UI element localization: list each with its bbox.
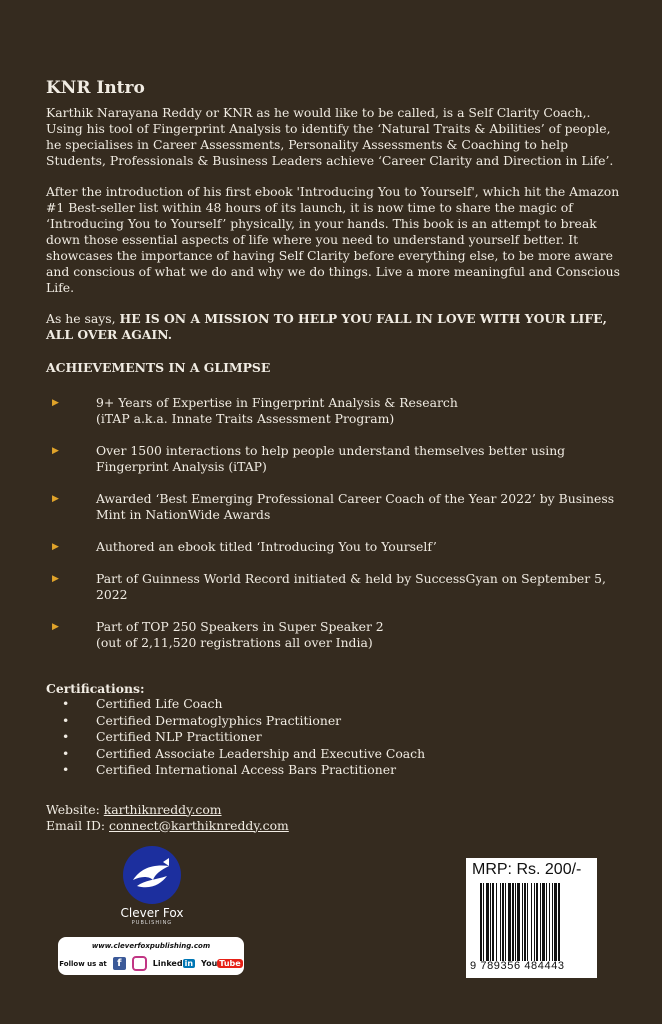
back-cover-text bbox=[46, 78, 624, 834]
certification-label: Certified International Access Bars Practitioner bbox=[96, 762, 396, 777]
certification-item bbox=[46, 729, 624, 746]
triangle-bullet-icon: ▶ bbox=[52, 446, 59, 456]
email-link[interactable]: connect@karthiknreddy.com bbox=[109, 817, 289, 833]
dot-bullet-icon: • bbox=[62, 712, 70, 728]
achievement-item bbox=[46, 491, 624, 523]
dot-bullet-icon: • bbox=[62, 729, 70, 744]
certification-item bbox=[46, 696, 624, 713]
linkedin-word: Linked bbox=[152, 959, 183, 968]
mrp-label: MRP: Rs. 200/- bbox=[472, 861, 582, 878]
fox-logo-graphic bbox=[123, 846, 181, 904]
intro-title: KNR Intro bbox=[46, 78, 145, 98]
certifications-heading: Certifications: bbox=[46, 681, 145, 696]
achievement-item bbox=[46, 395, 624, 427]
achievement-line-1: Part of Guinness World Record initiated & held by SuccessGyan on September 5, 2022 bbox=[96, 571, 606, 602]
facebook-icon[interactable]: f bbox=[113, 957, 126, 970]
dot-bullet-icon: • bbox=[62, 762, 70, 777]
instagram-icon[interactable] bbox=[132, 956, 147, 971]
email-label: Email ID: bbox=[46, 817, 109, 833]
achievements-list bbox=[46, 395, 624, 651]
certification-label: Certified Associate Leadership and Executive Coach bbox=[96, 745, 426, 761]
mission-statement bbox=[46, 311, 624, 343]
linkedin-box: in bbox=[184, 959, 194, 968]
fox-logo-icon bbox=[123, 846, 181, 904]
triangle-bullet-icon: ▶ bbox=[52, 494, 59, 504]
achievement-line-2: (out of 2,11,520 registrations all over India) bbox=[96, 635, 373, 650]
certification-item bbox=[46, 762, 624, 779]
website-link[interactable]: karthiknreddy.com bbox=[103, 801, 222, 817]
achievement-line-1: Authored an ebook titled ‘Introducing You to Yourself’ bbox=[96, 539, 437, 554]
publisher-name: Clever Fox bbox=[120, 906, 184, 920]
barcode-icon bbox=[480, 883, 584, 961]
triangle-bullet-icon: ▶ bbox=[52, 622, 59, 632]
mission-prefix: As he says, bbox=[46, 311, 120, 326]
achievements-heading: ACHIEVEMENTS IN A GLIMPSE bbox=[46, 360, 271, 375]
price-barcode-box bbox=[466, 858, 597, 978]
achievement-line-1: 9+ Years of Expertise in Fingerprint Analysis & Research bbox=[96, 395, 458, 410]
publisher-tagline: PUBLISHING bbox=[131, 920, 173, 926]
website-label: Website: bbox=[46, 801, 104, 817]
achievement-line-1: Part of TOP 250 Speakers in Super Speaker 2 bbox=[96, 619, 384, 634]
intro-paragraph-2: After the introduction of his first ebook 'Introducing You to Yourself', which hit the Amazon #1 Best-seller list within 48 hours of its launch, it is now time to share the magic of ‘Introducing You to Yourself’ physically, in your hands. This book is an attempt to break down those essential aspects of life where you need to understand yourself better. It showcases the importance of having Self Clarity before everything else, to be more aware and conscious of what we do and why we do things. Live a more meaningful and Conscious Life. bbox=[46, 184, 620, 295]
achievement-line-1: Awarded ‘Best Emerging Professional Career Coach of the Year 2022’ by Business bbox=[96, 491, 615, 506]
achievement-line-1: Over 1500 interactions to help people understand themselves better using bbox=[96, 443, 566, 458]
triangle-bullet-icon: ▶ bbox=[52, 542, 59, 552]
intro-paragraph-1: Karthik Narayana Reddy or KNR as he would like to be called, is a Self Clarity Coach,. Using his tool of Fingerprint Analysis to identify the ‘Natural Traits & Abilities’ of people, he specialises in Career Assessments, Personality Assessments & Coaching to help Students, Professionals & Business Leaders achieve ‘Career Clarity and Direction in Life’. bbox=[46, 105, 614, 168]
social-banner bbox=[58, 937, 244, 975]
dot-bullet-icon: • bbox=[62, 745, 70, 761]
triangle-bullet-icon: ▶ bbox=[52, 574, 59, 584]
contact-info bbox=[46, 802, 624, 834]
triangle-bullet-icon: ▶ bbox=[52, 398, 59, 408]
website-line bbox=[46, 802, 624, 818]
youtube-box: Tube bbox=[219, 959, 241, 968]
achievement-item bbox=[46, 571, 624, 603]
publisher-url[interactable]: www.cleverfoxpublishing.com bbox=[91, 942, 211, 950]
barcode-digits: 9 789356 484443 bbox=[470, 960, 565, 972]
youtube-icon[interactable] bbox=[201, 959, 243, 968]
dot-bullet-icon: • bbox=[62, 696, 70, 711]
achievement-item bbox=[46, 539, 624, 555]
achievement-item bbox=[46, 619, 624, 651]
publisher-logo bbox=[114, 846, 190, 926]
certification-label: Certified Life Coach bbox=[96, 696, 223, 711]
achievement-line-2: (iTAP a.k.a. Innate Traits Assessment Program) bbox=[96, 411, 395, 426]
youtube-word: You bbox=[201, 959, 218, 968]
achievement-line-2: Fingerprint Analysis (iTAP) bbox=[96, 459, 267, 474]
certification-label: Certified Dermatoglyphics Practitioner bbox=[96, 712, 342, 728]
certification-label: Certified NLP Practitioner bbox=[96, 729, 262, 744]
certification-item bbox=[46, 746, 624, 763]
certification-item bbox=[46, 713, 624, 730]
achievement-line-2: Mint in NationWide Awards bbox=[96, 507, 271, 522]
email-line bbox=[46, 818, 624, 834]
certifications-list bbox=[46, 696, 624, 779]
linkedin-icon[interactable] bbox=[153, 959, 195, 968]
social-row bbox=[58, 956, 244, 971]
achievement-item bbox=[46, 443, 624, 475]
follow-label: Follow us at bbox=[59, 959, 107, 968]
mission-bold: HE IS ON A MISSION TO HELP YOU FALL IN LOVE WITH YOUR LIFE, ALL OVER AGAIN. bbox=[46, 311, 607, 342]
